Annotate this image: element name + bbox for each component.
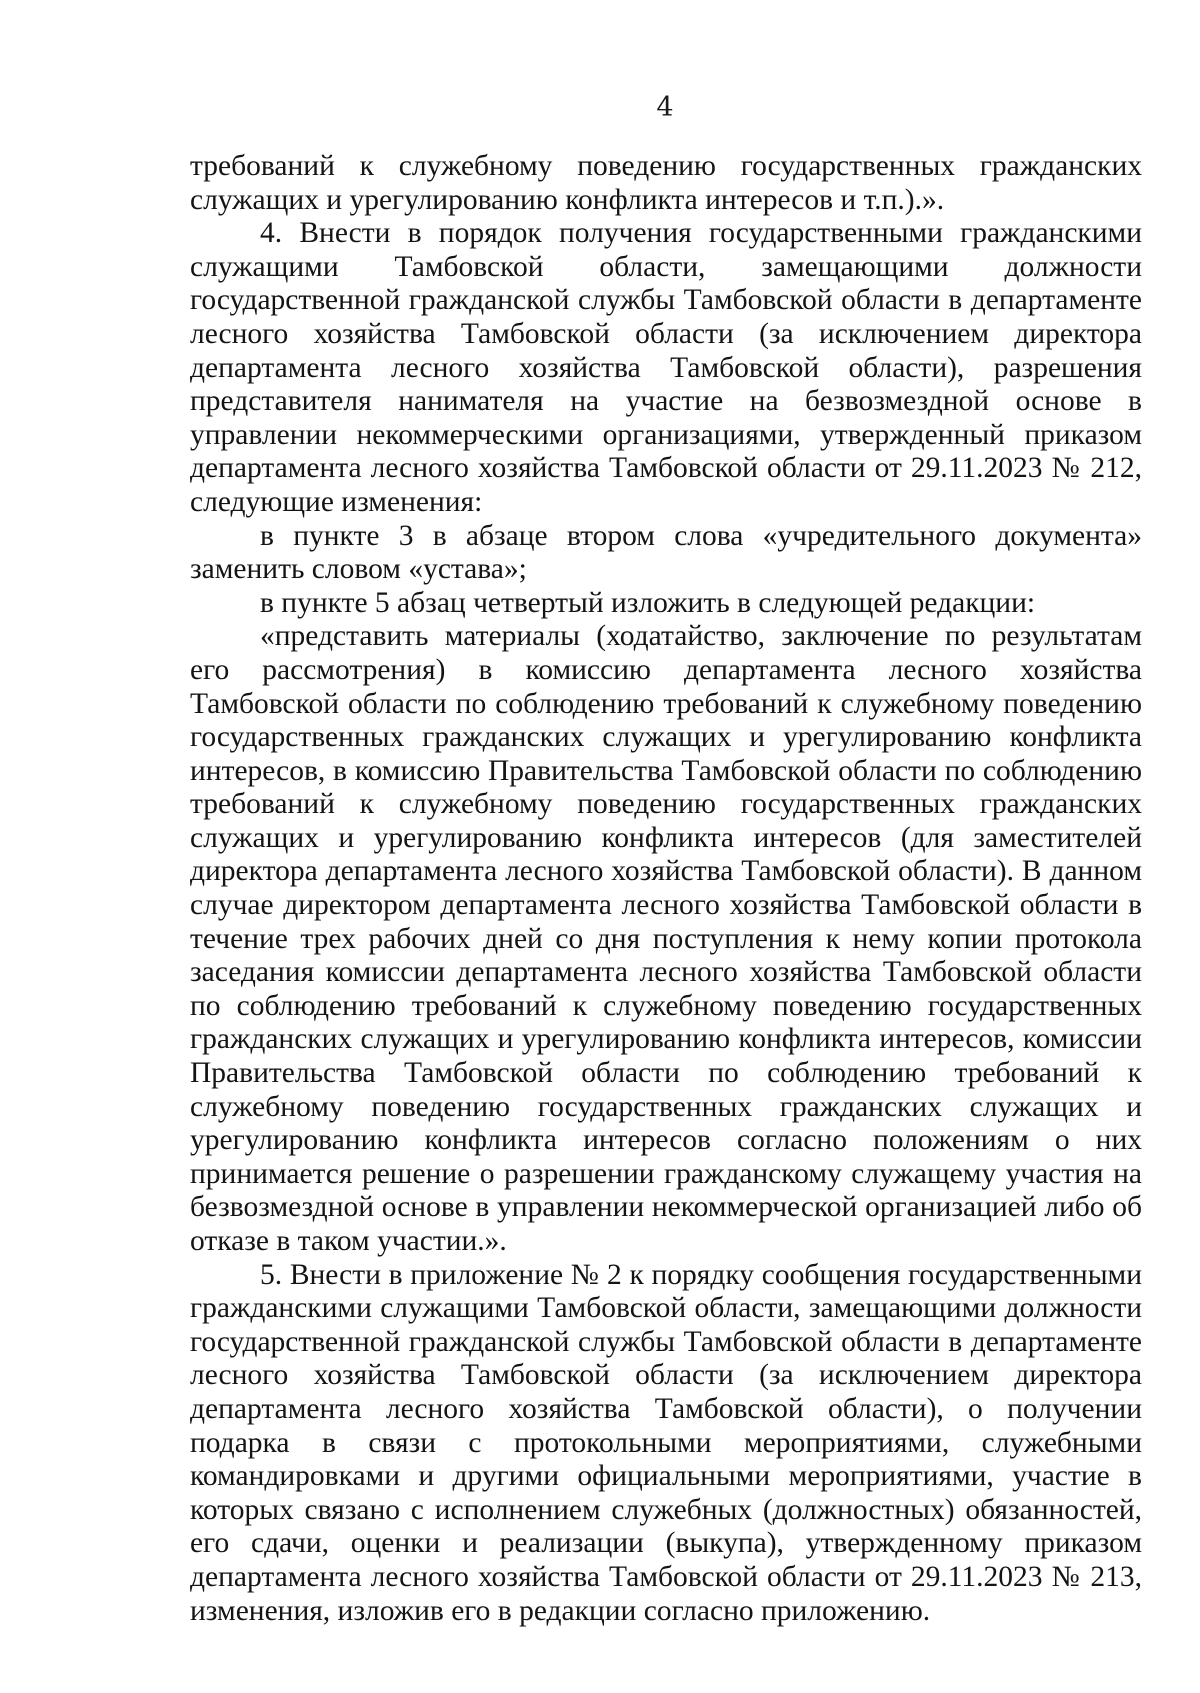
document-body [190,150,1142,1628]
paragraph-amendment-point-3: в пункте 3 в абзаце втором слова «учредительного документа» заменить словом «устава»; [190,519,1142,586]
paragraph-quoted-text: «представить материалы (ходатайство, заключение по результатам его рассмотрения) в комиссию департамента лесного хозяйства Тамбовской области по соблюдению требований к служебному поведению государственных гражданских служащих и урегулированию конфликта интересов, в комиссию Правительства Тамбовской области по соблюдению требований к служебному поведению государственных гражданских служащих и урегулированию конфликта интересов (для заместителей директора департамента лесного хозяйства Тамбовской области). В данном случае директором департамента лесного хозяйства Тамбовской области в течение трех рабочих дней со дня поступления к нему копии протокола заседания комиссии департамента лесного хозяйства Тамбовской области по соблюдению требований к служебному поведению государственных гражданских служащих и урегулированию конфликта интересов, комиссии Правительства Тамбовской области по соблюдению требований к служебному поведению государственных гражданских служащих и урегулированию конфликта интересов согласно положениям о них принимается решение о разрешении гражданскому служащему участия на безвозмездной основе в управлении некоммерческой организацией либо об отказе в таком участии.». [190,620,1142,1257]
paragraph-item-4: 4. Внести в порядок получения государственными гражданскими служащими Тамбовской области, замещающими должности государственной гражданской службы Тамбовской области в департаменте лесного хозяйства Тамбовской области (за исключением директора департамента лесного хозяйства Тамбовской области), разрешения представителя нанимателя на участие на безвозмездной основе в управлении некоммерческими организациями, утвержденный приказом департамента лесного хозяйства Тамбовской области от 29.11.2023 № 212, следующие изменения: [190,217,1142,518]
paragraph-amendment-point-5: в пункте 5 абзац четвертый изложить в следующей редакции: [260,586,1036,619]
paragraph-item-5: 5. Внести в приложение № 2 к порядку сообщения государственными гражданскими служащими Тамбовской области, замещающими должности государственной гражданской службы Тамбовской области в департаменте лесного хозяйства Тамбовской области (за исключением директора департамента лесного хозяйства Тамбовской области), о получении подарка в связи с протокольными мероприятиями, служебными командировками и другими официальными мероприятиями, участие в которых связано с исполнением служебных (должностных) обязанностей, его сдачи, оценки и реализации (выкупа), утвержденному приказом департамента лесного хозяйства Тамбовской области от 29.11.2023 № 213, изменения, изложив его в редакции согласно приложению. [190,1258,1142,1627]
paragraph-continuation: требований к служебному поведению государственных гражданских служащих и урегулированию конфликта интересов и т.п.).». [190,150,1142,216]
page-number: 4 [656,92,674,123]
